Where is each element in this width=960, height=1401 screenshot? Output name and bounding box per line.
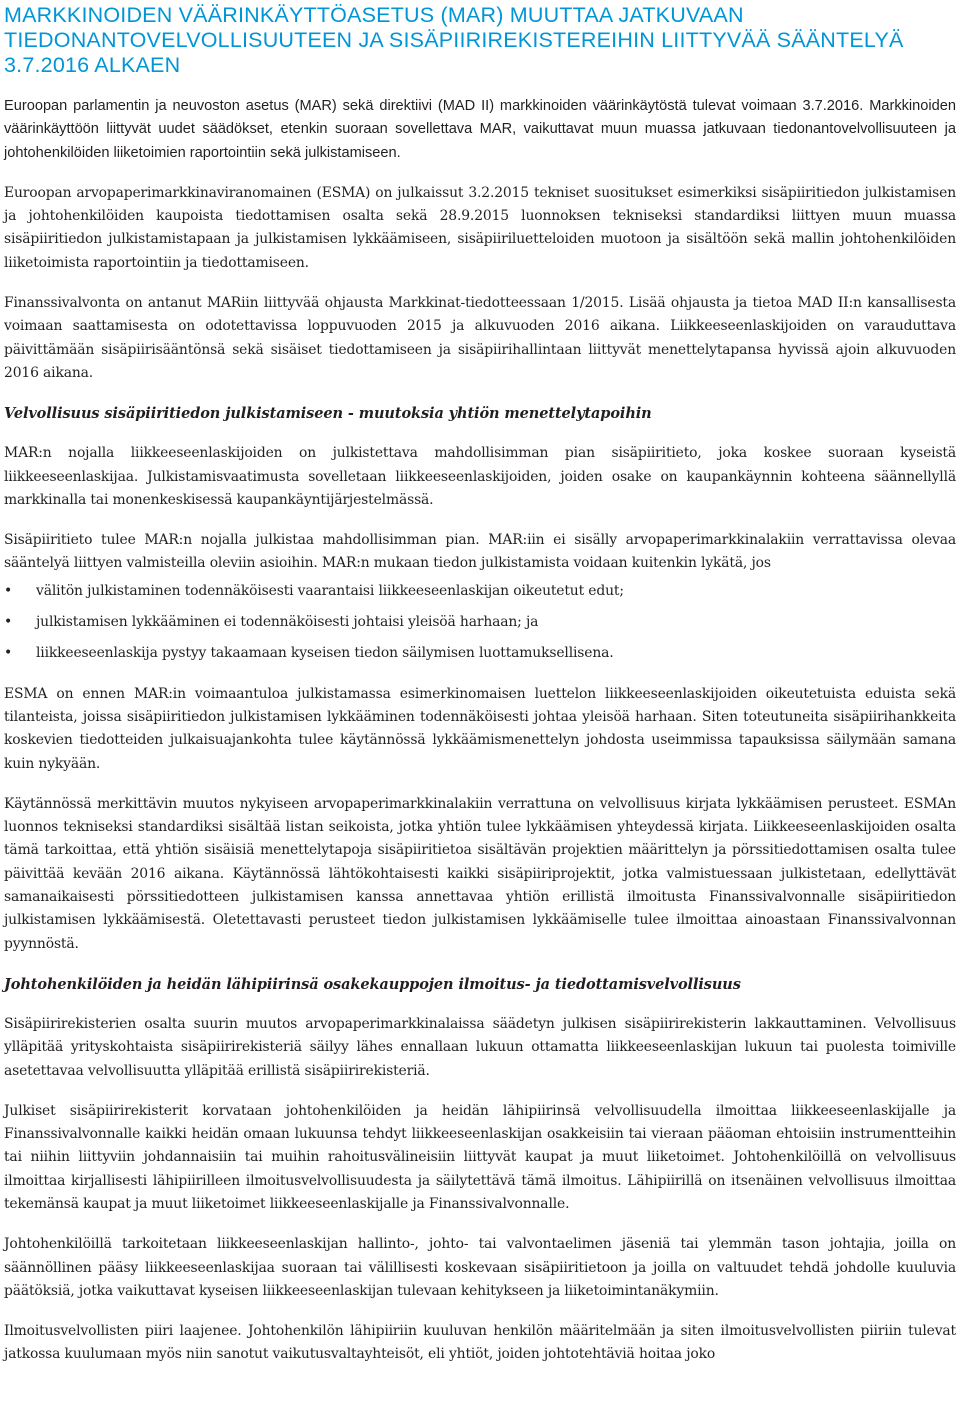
- section-heading-disclosure: Velvollisuus sisäpiiritiedon julkistamiseen - muutoksia yhtiön menettelytapoihin: [4, 405, 652, 423]
- documentation-requirement-paragraph: Käytännössä merkittävin muutos nykyiseen arvopaperimarkkinalakiin verrattuna on velvollisuus kirjata lykkäämisen perusteet. ESMAn luonnos tekniseksi standardiksi sisältää listan seikoista, jotka yhtiön tulee lykkäämisen yhteydessä kirjata. Liikkeeseenlaskijoiden osalta tämä tarkoittaa, että yhtiön sisäisiä menettelytapoja sisäpiiritietoa sisältävän projektien määrittelyn ja pörssitiedottamisen osalta tulee päivittää kevään 2016 aikana. Käytännössä lähtökohtaisesti kaikki sisäpiiriprojektit, jotka valmistuessaan julkistetaan, edellyttävät samanaikaisesti pörssitiedotteen julkistamisen kanssa annettavaa yhtiön erillistä ilmoitusta Finanssivalvonnalle sisäpiiritiedon julkistamisen lykkäämisestä. Oletettavasti perusteet tiedon julkistamisen lykkäämiselle tulee ilmoittaa ainoastaan Finanssivalvonnan pyynnöstä.: [4, 795, 956, 952]
- list-item: [4, 611, 956, 634]
- disclosure-obligation-paragraph: MAR:n nojalla liikkeeseenlaskijoiden on julkistettava mahdollisimman pian sisäpiiritieto, joka koskee suoraan kyseistä liikkeeseenlaskijaa. Julkistamisvaatimusta sovelletaan liikkeeseenlaskijoiden, joiden osake on kaupankäynnin kohteena säännellyllä markkinalla tai monenkeskisessä kaupankäyntijärjestelmässä.: [4, 445, 956, 508]
- list-item: [4, 580, 956, 603]
- list-item-text: julkistamisen lykkääminen ei todennäköisesti johtaisi yleisöä harhaan; ja: [36, 614, 539, 631]
- closely-associated-paragraph: Ilmoitusvelvollisten piiri laajenee. Johtohenkilön lähipiiriin kuuluvan henkilön määritelmään ja siten ilmoitusvelvollisten piiriin tulevat jatkossa kuulumaan myös niin sanotut vaikutusvaltayhteisöt, eli yhtiöt, joiden johtotehtäviä hoitaa joko: [4, 1323, 956, 1363]
- fiva-guidance-paragraph: Finanssivalvonta on antanut MARiin liittyvää ohjausta Markkinat-tiedotteessaan 1/2015. Lisää ohjausta ja tietoa MAD II:n kansallisesta voimaan saattamisesta on odotettavissa loppuvuoden 2015 ja alkuvuoden 2016 aikana. Liikkeeseenlaskijoiden on varauduttava päivittämään sisäpiirisääntönsä sekä sisäiset tiedottamiseen ja sisäpiirihallintaan liittyvät menettelytapansa hyvissä ajoin alkuvuoden 2016 aikana.: [4, 295, 956, 381]
- esma-list-paragraph: ESMA on ennen MAR:in voimaantuloa julkistamassa esimerkinomaisen luettelon liikkeeseenlaskijoiden oikeutetuista eduista sekä tilanteista, joissa sisäpiiritiedon julkistamisen lykkääminen todennäköisesti johtaa yleisöä harhaan. Siten toteutuneita sisäpiirihankkeita koskevien tiedotteiden julkaisuajankohta tulee käytännössä lykkäämismenettelyn johdosta useimmissa tapauksissa säilymään samana kuin nykyään.: [4, 685, 956, 772]
- list-item-text: liikkeeseenlaskija pystyy takaamaan kyseisen tiedon säilymisen luottamuksellisena.: [36, 645, 614, 662]
- notification-obligation-paragraph: Julkiset sisäpiirirekisterit korvataan johtohenkilöiden ja heidän lähipiirinsä velvollisuudella ilmoittaa liikkeeseenlaskijalle ja Finanssivalvonnalle kaikki heidän omaan lukuunsa tehdyt liikkeeseenlaskijan osakkeisiin tai vieraan pääoman ehtoisiin instrumentteihin tai niihin liittyviin johdannaisiin tai muihin rahoitusvälineisiin liittyvät kaupat ja muut liiketoimet. Johtohenkilöillä on velvollisuus ilmoittaa kirjallisesti lähipiirilleen ilmoitusvelvollisuudesta ja säilytettävä tämä ilmoitus. Lähipiirillä on itsenäinen velvollisuus ilmoittaa tekemänsä kaupat ja muut liiketoimet liikkeeseenlaskijalle ja Finanssivalvonnalle.: [4, 1102, 956, 1212]
- esma-paragraph: Euroopan arvopaperimarkkinaviranomainen (ESMA) on julkaissut 3.2.2015 tekniset suositukset esimerkiksi sisäpiiritiedon julkistamisen ja johtohenkilöiden kaupoista tiedottamisen osalta sekä 28.9.2015 luonnoksen tekniseksi standardiksi liittyen muun muassa sisäpiiritiedon julkistamistapaan ja julkistamisen lykkäämiseen, sisäpiiriluetteloiden muotoon ja sisältöön sekä mallin johtohenkilöiden liiketoimista raportointiin ja tiedottamiseen.: [4, 184, 956, 271]
- bullet-icon: •: [4, 614, 13, 631]
- bullet-icon: •: [4, 582, 13, 599]
- list-item-text: välitön julkistaminen todennäköisesti vaarantaisi liikkeeseenlaskijan oikeutetut edut;: [36, 582, 624, 599]
- insider-register-paragraph: Sisäpiirirekisterien osalta suurin muutos arvopaperimarkkinalaissa säädetyn julkisen sisäpiirirekisterin lakkauttaminen. Velvollisuus ylläpitää yrityskohtaista sisäpiirirekisteriä säilyy lähes ennallaan lukuun ottamatta liikkeeseenlaskijan lukuun tai puolesta toimiville asetettavaa velvollisuutta ylläpitää erillistä sisäpiirirekisteriä.: [4, 1015, 956, 1079]
- list-item: [4, 642, 956, 665]
- managers-definition-paragraph: Johtohenkilöillä tarkoitetaan liikkeeseenlaskijan hallinto-, johto- tai valvontaelimen jäseniä tai ylemmän tason johtajia, joilla on säännöllinen pääsy liikkeeseenlaskijaa suoraan tai välillisesti koskevaan sisäpiiritietoon ja joilla on valtuudet tehdä johdolle kuuluvia päätöksiä, jotka vaikuttavat kyseisen liikkeeseenlaskijan tulevaan kehitykseen ja liiketoimintanäkymiin.: [4, 1236, 956, 1299]
- intro-paragraph: Euroopan parlamentin ja neuvoston asetus (MAR) sekä direktiivi (MAD II) markkinoiden väärinkäytöstä tulevat voimaan 3.7.2016. Markkinoiden väärinkäyttöön liittyvät uudet säädökset, etenkin suoraan sovellettava MAR, vaikuttavat muun muassa jatkuvaan tiedonantovelvollisuuteen ja johtohenkilöiden liiketoimien raportointiin sekä julkistamiseen.: [4, 98, 956, 161]
- delay-conditions-list: [4, 580, 956, 666]
- section-heading-managers-transactions: Johtohenkilöiden ja heidän lähipiirinsä osakekauppojen ilmoitus- ja tiedottamisvelvollisuus: [4, 975, 741, 993]
- document-title: MARKKINOIDEN VÄÄRINKÄYTTÖASETUS (MAR) MUUTTAA JATKUVAAN TIEDONANTOVELVOLLISUUTEEN JA SISÄPIIRIREKISTEREIHIN LIITTYVÄÄ SÄÄNTELYÄ 3.7.2016 ALKAEN: [4, 3, 904, 77]
- delay-conditions-paragraph: Sisäpiiritieto tulee MAR:n nojalla julkistaa mahdollisimman pian. MAR:iin ei sisälly arvopaperimarkkinalakiin verrattavissa olevaa sääntelyä liittyen valmisteilla oleviin asioihin. MAR:n mukaan tiedon julkistamista voidaan kuitenkin lykätä, jos: [4, 532, 956, 572]
- bullet-icon: •: [4, 645, 13, 662]
- document-page: [4, 0, 956, 1367]
